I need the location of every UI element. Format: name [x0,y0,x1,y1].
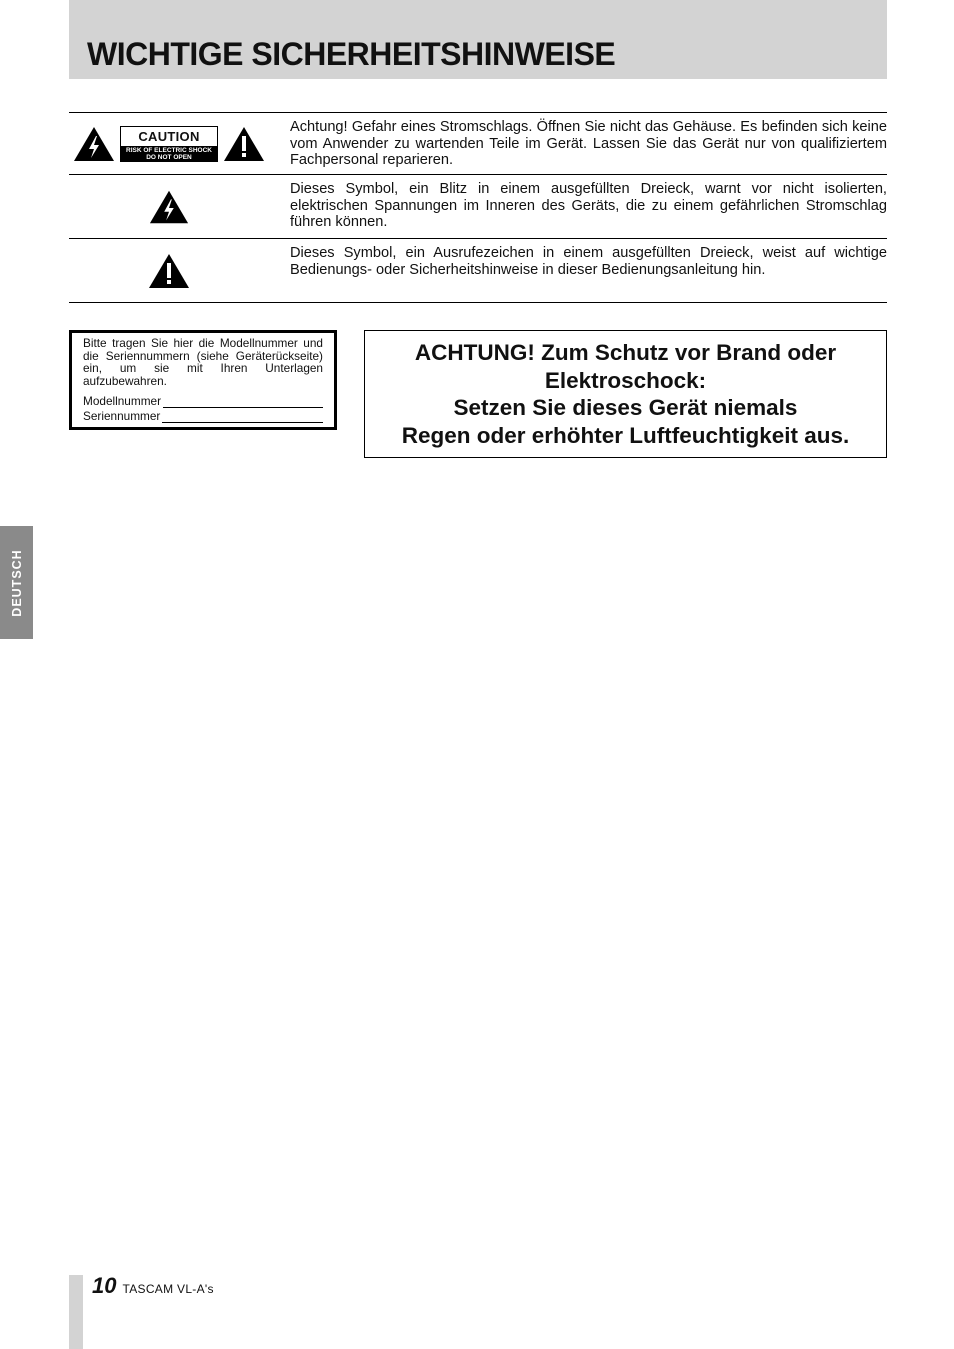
lightning-triangle-icon [148,188,190,226]
model-number-line [163,397,323,408]
symbol-description: Dieses Symbol, ein Blitz in einem ausgefüllten Dreieck, warnt vor nicht isolierten, elektrischen Spannungen im Inneren des Geräts, die zu einem gefährlichen Stromschlag führen können. [290,181,887,230]
caution-label-text [121,146,217,162]
symbol-description: Dieses Symbol, ein Ausrufezeichen in einem ausgefüllten Dreieck, weist auf wichtige Bedienungs- oder Sicherheitshinweise in dieser Bedienungsanleitung hin. [290,245,887,278]
warning-line: Elektroschock: [544,367,707,393]
symbol-cell [69,239,269,302]
caution-label [120,126,218,162]
serial-number-label: Seriennummer [83,408,161,423]
symbol-description: Achtung! Gefahr eines Stromschlags. Öffnen Sie nicht das Gehäuse. Es befinden sich keine vom Anwender zu wartenden Teile im Gerät. Lassen Sie das Gerät nur von qualifiziertem Fachpersonal reparieren. [290,119,887,168]
language-tab [0,526,33,639]
caution-label-title: CAUTION [121,127,217,146]
footer-bar [69,1275,83,1349]
page-title: WICHTIGE SICHERHEITSHINWEISE [87,36,616,72]
footer [92,1273,214,1299]
language-tab-label: DEUTSCH [9,548,24,617]
exclamation-triangle-icon [222,125,266,163]
exclamation-triangle-icon [147,251,191,291]
model-number-label: Modellnummer [83,394,162,409]
product-name: TASCAM VL-A's [122,1282,214,1296]
warning-line: Regen oder erhöhter Luftfeuchtigkeit aus. [401,422,850,448]
serial-number-field [83,410,323,423]
symbol-cell [69,113,269,174]
serial-number-line [162,412,323,423]
serial-instructions: Bitte tragen Sie hier die Modellnummer und die Seriennummern (siehe Geräterückseite) ein, um sie mit Ihren Unterlagen aufzubewahren. [83,336,323,388]
serial-number-box [69,330,337,430]
symbol-cell [69,175,269,238]
lightning-triangle-icon [72,125,116,163]
symbol-row [69,175,887,239]
model-number-field [83,395,323,408]
fire-shock-warning [364,330,887,458]
warning-line: Setzen Sie dieses Gerät niemals [453,395,798,420]
warning-line: ACHTUNG! Zum Schutz vor Brand oder [414,340,837,365]
caution-label-line: DO NOT OPEN [146,154,192,161]
symbol-row [69,239,887,303]
caution-group [72,125,266,163]
symbol-row [69,113,887,175]
page-number: 10 [92,1273,117,1298]
caution-label-line: RISK OF ELECTRIC SHOCK [126,146,212,154]
symbols-table [69,112,887,303]
header-bar [69,0,887,79]
